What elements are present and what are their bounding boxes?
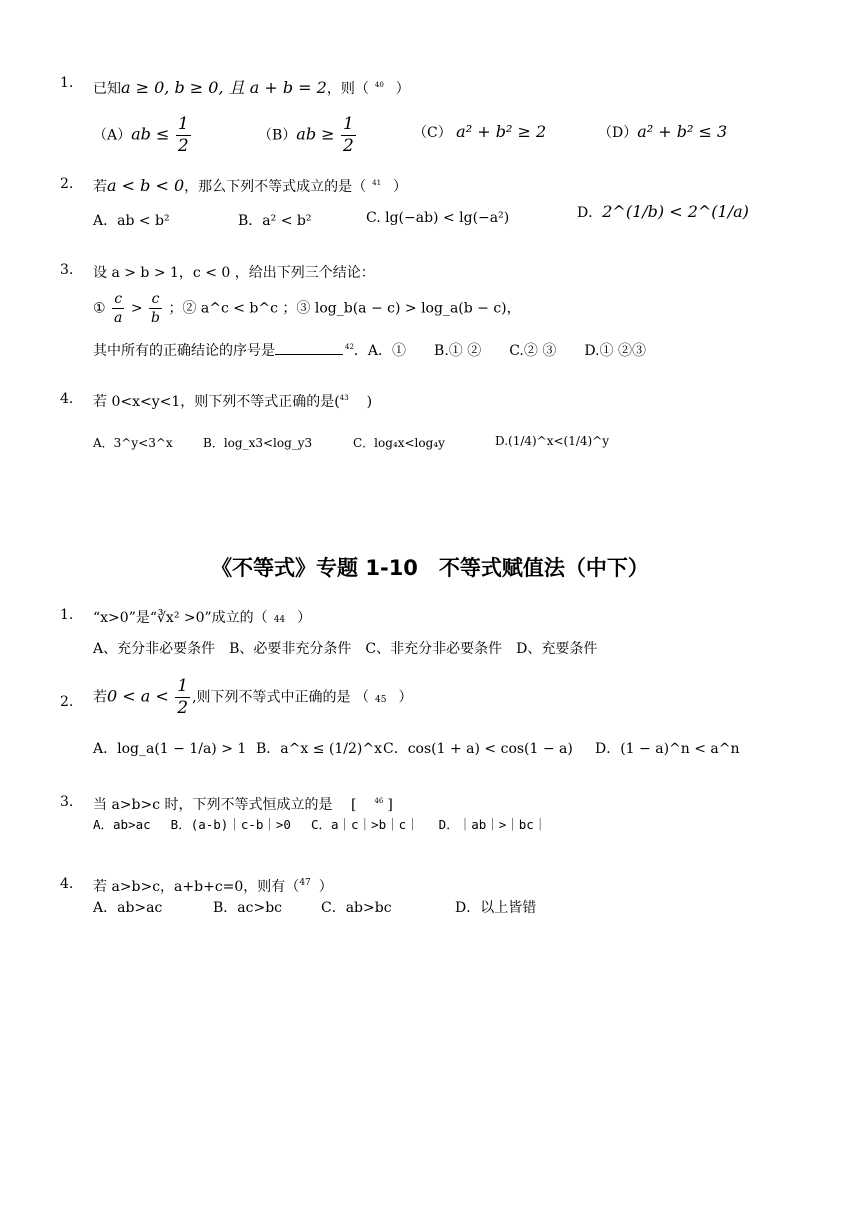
option-b: B．a² < b² xyxy=(238,213,312,229)
question-number: 1. xyxy=(60,607,74,623)
option-b: （B）ab ≥ $\frac{1}{2}$ xyxy=(258,114,354,156)
option-d: D．(1 − a)^n < a^n xyxy=(595,741,740,757)
question-number: 2. xyxy=(60,694,74,710)
question-stem: 若a < b < 0，那么下列不等式成立的是（ $^{41}$ ） xyxy=(93,176,408,195)
answer-blank[interactable] xyxy=(275,342,343,355)
fraction-half: $\frac{1}{2}$ xyxy=(343,114,354,156)
question-stem: 若 a>b>c，a+b+c=0，则有（$^{47}$ ） xyxy=(93,878,333,895)
question-stem: 当 a>b>c 时，下列不等式恒成立的是 [ $^{46}$ ] xyxy=(93,797,393,813)
question-stem: 已知a ≥ 0, b ≥ 0, 且 a + b = 2，则（ $^{40}$ ） xyxy=(93,78,410,97)
option-a: （A）ab ≤ $\frac{1}{2}$ xyxy=(93,114,189,156)
question-stem: 设 a > b > 1，c < 0 ，给出下列三个结论： xyxy=(93,265,375,281)
answer-mark: 41 xyxy=(372,179,382,188)
question-number: 4. xyxy=(60,391,74,407)
option-b: B．ac>bc xyxy=(213,900,283,916)
option-d: （D）a² + b² ≤ 3 xyxy=(598,122,728,141)
option-b: B．log_x3<log_y3 xyxy=(203,436,313,450)
option-a: A．ab < b² xyxy=(93,213,170,229)
option-d: D．2^(1/b) < 2^(1/a) xyxy=(577,202,749,221)
option-b: B．a^x ≤ (1/2)^x xyxy=(256,741,382,757)
option-d: D．以上皆错 xyxy=(455,900,537,916)
answer-mark: 47 xyxy=(299,878,311,889)
question-number: 3. xyxy=(60,794,74,810)
question-stem: 若 0<x<y<1，则下列不等式正确的是($^{43}$ ) xyxy=(93,394,373,410)
answer-mark: 40 xyxy=(374,81,384,90)
line-1-3: 其中所有的正确结论的序号是 $^{42}$．A．① B.① ② C.② ③ D.① ②③ xyxy=(93,343,646,359)
answer-mark: 42 xyxy=(345,343,354,352)
answer-mark: 43 xyxy=(339,394,349,403)
answer-mark: 44 xyxy=(273,615,286,625)
section-title: 《不等式》专题 1-10 不等式赋值法（中下） xyxy=(211,556,649,580)
options-2-1: A、充分非必要条件 B、必要非充分条件 C、非充分非必要条件 D、充要条件 xyxy=(93,641,598,657)
option-a: A．3^y<3^x xyxy=(93,436,173,450)
fraction-c-over-a: $\frac{c}{a}$ xyxy=(114,291,123,326)
fraction-half: $\frac{1}{2}$ xyxy=(177,676,189,718)
question-stem: “x>0”是“∛x² >0”成立的（ 44 ） xyxy=(93,610,312,626)
option-d: D.(1/4)^x<(1/4)^y xyxy=(495,434,610,448)
option-c: C. lg(−ab) < lg(−a²) xyxy=(366,210,510,226)
options-2-3: A．ab>ac B．(a-b)｜c-b｜>0 C．a｜c｜>b｜c｜ D．｜ab｜>｜bc｜ xyxy=(93,817,547,832)
question-stem: 若0 < a < $\frac{1}{2}$ ,则下列不等式中正确的是 （ 45 ） xyxy=(93,676,413,718)
option-c: C．cos(1 + a) < cos(1 − a) xyxy=(383,741,573,757)
answer-mark: 45 xyxy=(374,694,387,705)
question-number: 2. xyxy=(60,176,74,192)
option-a: A．log_a(1 − 1/a) > 1 xyxy=(93,741,247,757)
question-number: 3. xyxy=(60,262,74,278)
answer-mark: 46 xyxy=(374,797,384,806)
option-c: C．log₄x<log₄y xyxy=(353,436,445,450)
question-number: 1. xyxy=(60,75,74,91)
fraction-half: $\frac{1}{2}$ xyxy=(177,114,189,156)
option-a: A．ab>ac xyxy=(93,900,163,916)
conclusions-1-3: ① $\frac{c}{a}$ > $\frac{c}{b}$ ；② a^c < b^c ；③ log_b(a − c) > log_a(b − c)， xyxy=(93,291,521,326)
fraction-c-over-b: $\frac{c}{b}$ xyxy=(151,291,160,326)
option-c: （C） a² + b² ≥ 2 xyxy=(413,122,547,141)
question-number: 4. xyxy=(60,876,74,892)
option-c: C．ab>bc xyxy=(321,900,392,916)
